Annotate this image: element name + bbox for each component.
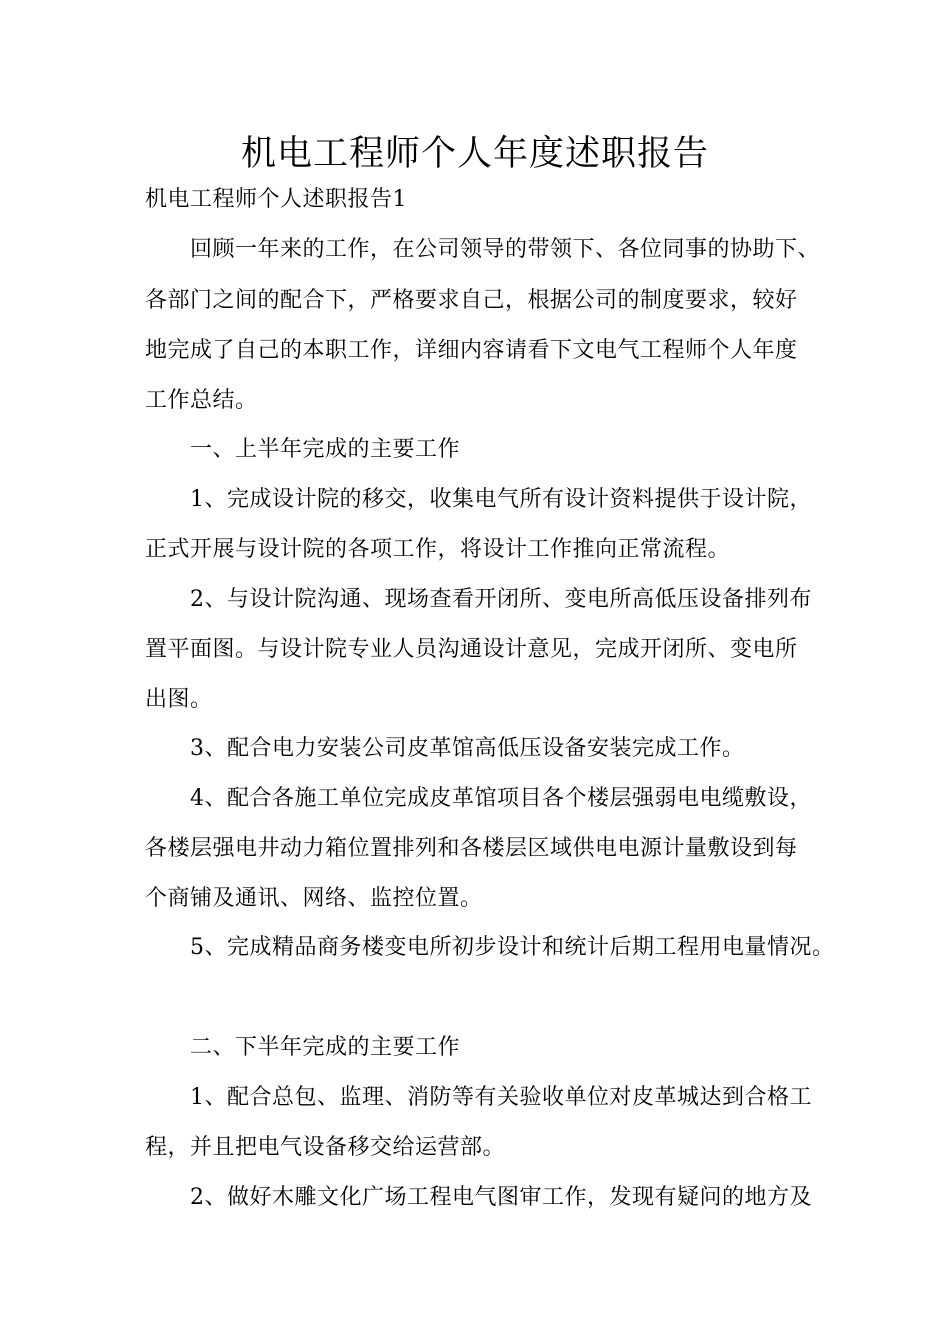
list-item-line: 2、做好木雕文化广场工程电气图审工作，发现有疑问的地方及: [190, 1185, 812, 1210]
paragraph-line: 地完成了自己的本职工作，详细内容请看下文电气工程师个人年度: [145, 338, 798, 363]
list-item-line: 1、完成设计院的移交，收集电气所有设计资料提供于设计院，: [190, 487, 812, 512]
list-item-line: 正式开展与设计院的各项工作，将设计工作推向正常流程。: [145, 537, 731, 562]
list-item-line: 个商铺及通讯、网络、监控位置。: [145, 886, 483, 911]
list-item-line: 1、配合总包、监理、消防等有关验收单位对皮革城达到合格工: [190, 1085, 812, 1110]
list-item-line: 2、与设计院沟通、现场查看开闭所、变电所高低压设备排列布: [190, 587, 812, 612]
document-title: 机电工程师个人年度述职报告: [240, 134, 709, 174]
list-item-line: 各楼层强电井动力箱位置排列和各楼层区域供电电源计量敷设到每: [145, 836, 798, 861]
paragraph-line: 回顾一年来的工作，在公司领导的带领下、各位同事的协助下、: [190, 237, 821, 262]
list-item-line: 5、完成精品商务楼变电所初步设计和统计后期工程用电量情况。: [190, 935, 835, 960]
list-item-line: 出图。: [145, 687, 213, 712]
list-item-line: 置平面图。与设计院专业人员沟通设计意见，完成开闭所、变电所: [145, 637, 798, 662]
section-heading: 一、上半年完成的主要工作: [190, 437, 461, 462]
paragraph-line: 工作总结。: [145, 388, 258, 413]
paragraph-line: 各部门之间的配合下，严格要求自己，根据公司的制度要求，较好: [145, 288, 798, 313]
document-subtitle: 机电工程师个人述职报告1: [145, 187, 407, 212]
list-item-line: 4、配合各施工单位完成皮革馆项目各个楼层强弱电电缆敷设，: [190, 786, 812, 811]
section-heading: 二、下半年完成的主要工作: [190, 1035, 461, 1060]
list-item-line: 3、配合电力安装公司皮革馆高低压设备安装完成工作。: [190, 736, 745, 761]
list-item-line: 程，并且把电气设备移交给运营部。: [145, 1135, 506, 1160]
